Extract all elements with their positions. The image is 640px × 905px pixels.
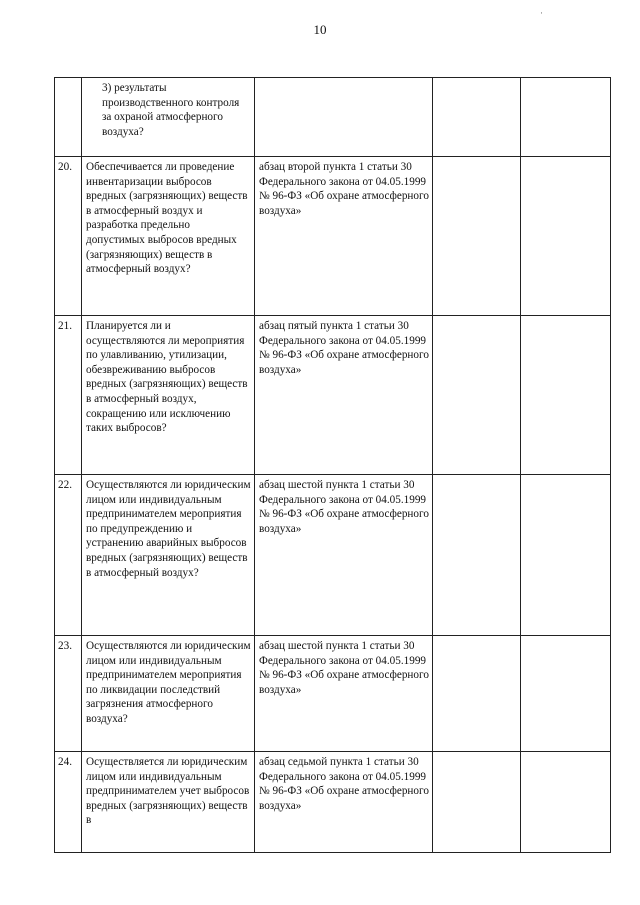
question-text: Осуществляются ли юридическим лицом или индивидуальным предпринимателем мероприятия по ликвидации последствий загрязнения атмосферного воздуха? (82, 636, 255, 752)
question-text: Осуществляются ли юридическим лицом или индивидуальным предпринимателем мероприятия по предупреждению и устранению аварийных выбросов вредных (загрязняющих) веществ в атмосферный воздух? (82, 475, 255, 636)
empty-cell (433, 475, 521, 636)
row-number: 20. (55, 157, 82, 316)
table-row (55, 78, 611, 157)
checklist-table (54, 77, 611, 853)
row-number: 22. (55, 475, 82, 636)
question-text: 3) результаты производственного контроля за охраной атмосферного воздуха? (82, 78, 255, 157)
table-row (55, 157, 611, 316)
legal-reference: абзац седьмой пункта 1 статьи 30 Федерального закона от 04.05.1999 № 96-ФЗ «Об охране атмосферного воздуха» (255, 752, 433, 853)
empty-cell (433, 157, 521, 316)
row-number: 21. (55, 316, 82, 475)
question-text: Осуществляется ли юридическим лицом или индивидуальным предпринимателем учет выбросов вредных (загрязняющих) веществ в (82, 752, 255, 853)
table-row (55, 475, 611, 636)
empty-cell (521, 78, 611, 157)
row-number: 23. (55, 636, 82, 752)
legal-reference: абзац второй пункта 1 статьи 30 Федерального закона от 04.05.1999 № 96-ФЗ «Об охране атмосферного воздуха» (255, 157, 433, 316)
empty-cell (433, 636, 521, 752)
question-text: Планируется ли и осуществляются ли мероприятия по улавливанию, утилизации, обезвреживанию выбросов вредных (загрязняющих) веществ в атмосферный воздух, сокращению или исключению таких выбросов? (82, 316, 255, 475)
question-text: Обеспечивается ли проведение инвентаризации выбросов вредных (загрязняющих) веществ в атмосферный воздух и разработка предельно допустимых выбросов вредных (загрязняющих) веществ в атмосферный воздух? (82, 157, 255, 316)
legal-reference (255, 78, 433, 157)
table-row (55, 636, 611, 752)
page-number: 10 (313, 22, 327, 37)
legal-reference: абзац шестой пункта 1 статьи 30 Федерального закона от 04.05.1999 № 96-ФЗ «Об охране атмосферного воздуха» (255, 475, 433, 636)
legal-reference: абзац шестой пункта 1 статьи 30 Федерального закона от 04.05.1999 № 96-ФЗ «Об охране атмосферного воздуха» (255, 636, 433, 752)
empty-cell (521, 316, 611, 475)
empty-cell (521, 636, 611, 752)
table-row (55, 316, 611, 475)
empty-cell (521, 475, 611, 636)
legal-reference: абзац пятый пункта 1 статьи 30 Федерального закона от 04.05.1999 № 96-ФЗ «Об охране атмосферного воздуха» (255, 316, 433, 475)
empty-cell (521, 752, 611, 853)
empty-cell (521, 157, 611, 316)
row-number: 24. (55, 752, 82, 853)
scan-speck: · (540, 8, 543, 18)
empty-cell (433, 752, 521, 853)
table-row (55, 752, 611, 853)
row-number (55, 78, 82, 157)
empty-cell (433, 78, 521, 157)
empty-cell (433, 316, 521, 475)
